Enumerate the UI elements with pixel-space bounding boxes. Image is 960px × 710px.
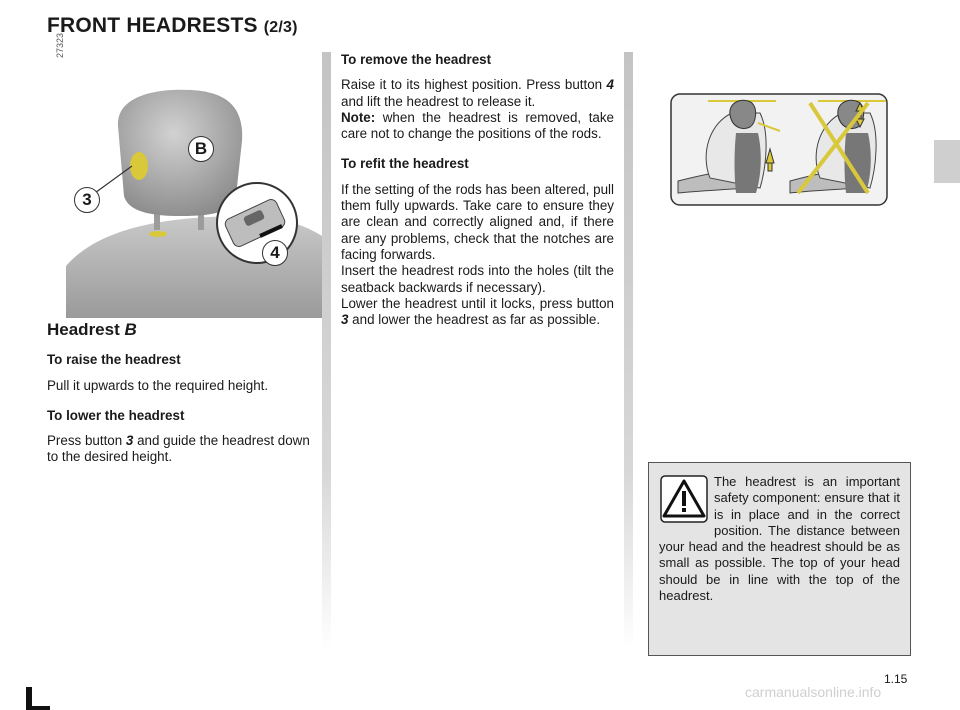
callout-b: B (188, 136, 214, 162)
column-divider-right (624, 52, 633, 650)
lower-title: To lower the headrest (47, 407, 185, 423)
page-title-part: (2/3) (263, 19, 298, 36)
refit-paragraph-3: Lower the headrest until it locks, press button 3 and lower the headrest as far as possible. (341, 295, 614, 328)
section-heading: Headrest B (47, 320, 137, 339)
lower-text: Press button 3 and guide the headrest down to the desired height. (47, 433, 310, 465)
watermark: carmanualsonline.info (745, 684, 882, 700)
refit-paragraph-2: Insert the headrest rods into the holes (tilt the seatback backwards if necessary). (341, 263, 614, 295)
note-text: Note: when the headrest is removed, take care not to change the positions of the rods. (341, 109, 614, 142)
heading-letter: B (124, 320, 137, 339)
page-title: FRONT HEADRESTS (2/3) (47, 14, 298, 37)
warning-text: The headrest is an important safety component: ensure that it is in place and in the correct position. The distance between your head and the headrest should be as small as possible. The top of your head should be in line with the top of the headrest. (659, 474, 900, 604)
refit-title: To refit the headrest (341, 156, 469, 172)
column-divider (322, 52, 331, 650)
warning-box (648, 462, 911, 656)
raise-title: To raise the headrest (47, 352, 181, 368)
page-number: 1.15 (884, 672, 908, 686)
right-column (341, 52, 614, 328)
remove-title: To remove the headrest (341, 52, 492, 67)
refit-paragraph-1: If the setting of the rods has been altered, pull them fully upwards. Take care to ensure they are clean and correctly aligned and, if there are any problems, check that the notches are facing forwards. (341, 181, 614, 262)
callout-4: 4 (262, 240, 288, 266)
figure-code: 27323 (55, 32, 65, 58)
chapter-tab (934, 140, 960, 183)
crop-mark-base (26, 706, 50, 710)
remove-text: Raise it to its highest position. Press button 4 and lift the headrest to release it. (341, 77, 614, 109)
left-column (47, 322, 315, 466)
callout-3: 3 (74, 187, 100, 213)
raise-text: Pull it upwards to the required height. (47, 377, 269, 393)
headrest-position-diagram (670, 93, 888, 206)
headrest-illustration (66, 86, 322, 318)
